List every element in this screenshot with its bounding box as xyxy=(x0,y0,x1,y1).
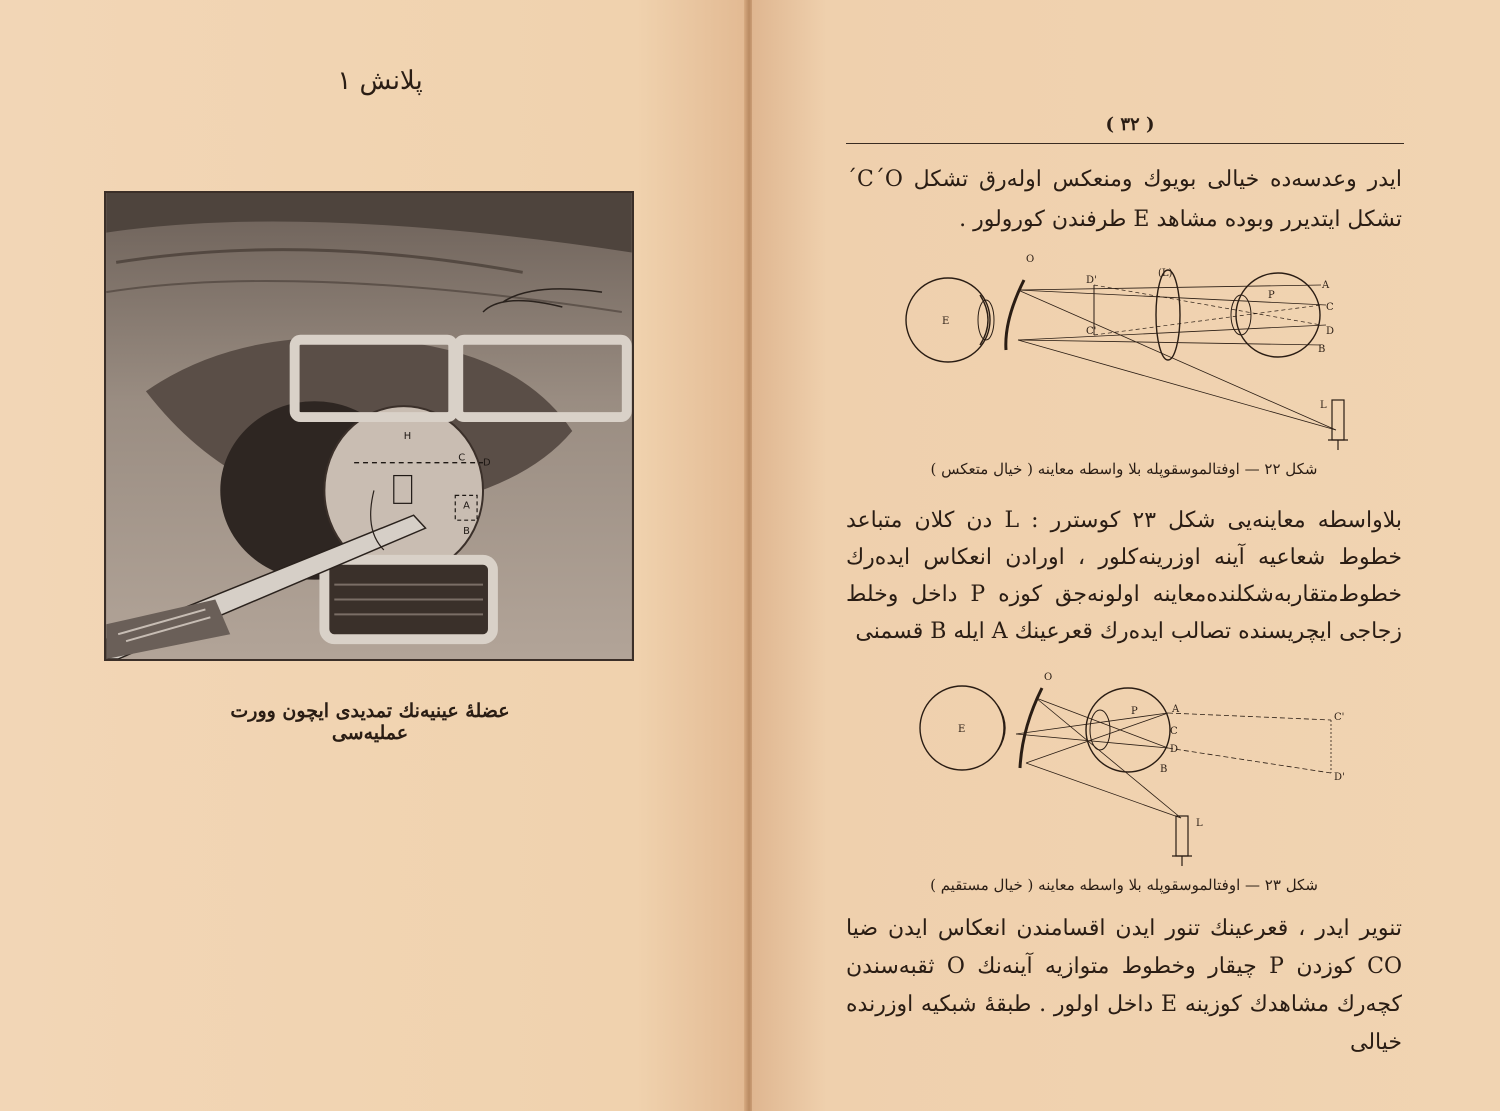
fig1-label-c-prime: C' xyxy=(1086,326,1097,337)
fig2-label-p: P xyxy=(1131,706,1138,717)
paragraph-1: ایدر وعدسه‌ده خیالی بویوك ومنعكس اوله‌رق تشكل C´O´ تشكل ایتدیرر وبوده مشاهد E طرفندن كورولور . xyxy=(846,167,1402,232)
figure-22-diagram xyxy=(896,250,1376,458)
fig1-label-d: D xyxy=(1326,326,1335,337)
fig2-label-c-prime: C' xyxy=(1334,712,1345,723)
fig2-label-lamp: L xyxy=(1196,818,1203,829)
photo-label-h: H xyxy=(403,430,412,442)
photo-label-b: B xyxy=(463,526,470,538)
fig1-label-a: A xyxy=(1322,280,1330,291)
lamp xyxy=(1176,816,1188,856)
fig1-label-b: B xyxy=(1318,344,1326,355)
fig1-label-e: E xyxy=(942,316,950,327)
photo-label-c: C xyxy=(458,452,466,464)
fig1-label-lens: (L) xyxy=(1158,268,1173,279)
lens xyxy=(1156,270,1180,360)
fig2-label-d: D xyxy=(1170,744,1179,755)
fig2-label-b: B xyxy=(1160,764,1168,775)
plate-caption: عضلهٔ عینیه‌نك تمدیدی ایچون وورت عملیه‌سی xyxy=(230,700,510,744)
patient-eye xyxy=(1086,688,1170,772)
fig1-label-c: C xyxy=(1326,302,1334,313)
left-page xyxy=(0,0,748,1111)
lamp xyxy=(1332,400,1344,440)
fig2-label-c: C xyxy=(1170,726,1178,737)
paragraph-3: تنویر ایدر ، قعرعینك تنور ایدن اقسامندن انعكاس ایدن ضیا CO كوزدن P چیقار وخطوط متوازیه آینه‌نك O ثقبه‌سندن كچه‌رك مشاهدك كوزینه E داخل اولور . طبقهٔ شبكیه اوزرنده خیالی xyxy=(846,916,1402,1055)
plate-title: پلانش ۱ xyxy=(337,66,423,96)
plate-photograph xyxy=(104,191,634,661)
figure-22-caption: شكل ٢٢ — اوفتالموسقوپله بلا واسطه معاینه ( خیال متعكس ) xyxy=(930,460,1318,478)
paragraph-2: بلاواسطه معاینه‌یی شكل ٢٣ كوسترر : L دن كلان متباعد خطوط شعاعیه آینه اوزرینه‌كلور ، اورادن انعكاس ایده‌رك خطوط‌متقاربه‌شكلنده‌معاینه اولونه‌جق كوزه P داخل وخلط زجاجی ایچریسنده تصالب ایده‌رك قعرعینك A ایله B قسمنی xyxy=(846,508,1402,644)
fig2-label-a: A xyxy=(1172,704,1180,715)
page-number: ( ٣٢ ) xyxy=(1105,114,1155,135)
fig1-label-lamp: L xyxy=(1320,400,1327,411)
fig2-label-d-prime: D' xyxy=(1334,772,1345,783)
fig1-label-d-prime: D' xyxy=(1086,275,1097,286)
fig1-label-o: O xyxy=(1026,254,1035,265)
fig2-label-o: O xyxy=(1044,672,1053,683)
photo-label-a: A xyxy=(463,500,470,512)
fig2-label-e: E xyxy=(958,724,966,735)
figure-23-diagram xyxy=(906,668,1376,873)
fig1-label-p: P xyxy=(1268,290,1275,301)
header-rule xyxy=(846,143,1404,144)
figure-23-caption: شكل ٢٣ — اوفتالموسقوپله بلا واسطه معاینه ( خیال مستقیم ) xyxy=(930,876,1318,894)
photo-label-d: D xyxy=(483,457,491,469)
